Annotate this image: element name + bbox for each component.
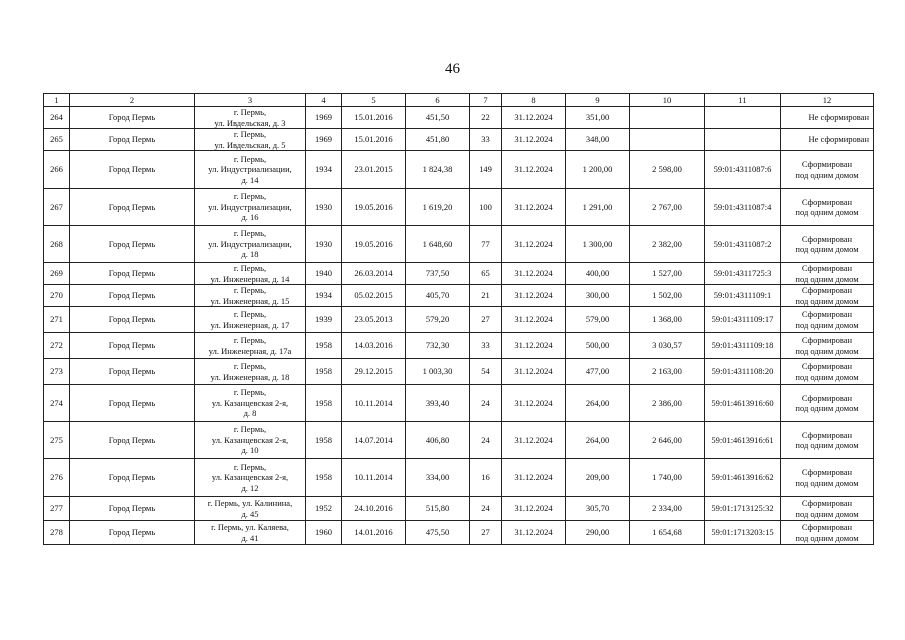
address-line: г. Пермь,	[233, 424, 267, 435]
row-number: 267	[44, 189, 70, 226]
table-row	[44, 189, 874, 226]
area: 451,80	[406, 129, 470, 151]
municipality: Город Пермь	[70, 151, 195, 189]
residents-count: 27	[470, 521, 502, 545]
column-number: 7	[470, 94, 502, 107]
address-line: ул. Ивдельская, д. 5	[214, 139, 286, 150]
planned-area: 305,70	[566, 497, 630, 521]
column-number: 12	[781, 94, 874, 107]
municipality: Город Пермь	[70, 189, 195, 226]
residents-count: 33	[470, 129, 502, 151]
build-year: 1960	[306, 521, 342, 545]
land-status	[781, 422, 874, 459]
planned-area: 290,00	[566, 521, 630, 545]
address-line: г. Пермь,	[233, 335, 267, 345]
land-status-line: Сформирован	[801, 335, 853, 345]
build-year: 1958	[306, 333, 342, 359]
cadastral-number: 59:01:4613916:62	[705, 459, 781, 497]
land-status-line: Не сформирован	[808, 112, 869, 123]
land-status-line: под одним домом	[795, 295, 859, 306]
area: 451,50	[406, 107, 470, 129]
column-number: 2	[70, 94, 195, 107]
land-area: 2 646,00	[630, 422, 705, 459]
land-area: 1 740,00	[630, 459, 705, 497]
land-status	[781, 189, 874, 226]
address-line: ул. Индустриализации,	[208, 164, 292, 175]
address-line: ул. Инженерная, д. 14	[210, 273, 290, 284]
address	[195, 151, 306, 189]
land-area: 1 502,00	[630, 285, 705, 307]
resettlement-deadline: 31.12.2024	[502, 189, 566, 226]
land-status-line: под одним домом	[795, 169, 859, 180]
row-number: 278	[44, 521, 70, 545]
address-line: ул. Индустриализации,	[208, 238, 292, 249]
row-number: 270	[44, 285, 70, 307]
build-year: 1969	[306, 107, 342, 129]
land-status-line: под одним домом	[795, 477, 859, 488]
land-status-line: под одним домом	[795, 207, 859, 217]
land-status-line: под одним домом	[795, 244, 859, 254]
municipality: Город Пермь	[70, 285, 195, 307]
row-number: 271	[44, 307, 70, 333]
address-line: г. Пермь, ул. Калинина,	[207, 498, 293, 508]
area: 1 003,30	[406, 359, 470, 385]
build-year: 1969	[306, 129, 342, 151]
area: 1 824,38	[406, 151, 470, 189]
area: 732,30	[406, 333, 470, 359]
recognition-date: 14.03.2016	[342, 333, 406, 359]
residents-count: 21	[470, 285, 502, 307]
address-line: ул. Казанцевская 2-я,	[211, 397, 289, 408]
build-year: 1952	[306, 497, 342, 521]
area: 475,50	[406, 521, 470, 545]
land-status-line: Сформирован	[801, 522, 853, 532]
address	[195, 189, 306, 226]
planned-area: 1 200,00	[566, 151, 630, 189]
address	[195, 307, 306, 333]
land-status-line: Сформирован	[801, 233, 853, 244]
build-year: 1934	[306, 151, 342, 189]
planned-area: 264,00	[566, 385, 630, 422]
cadastral-number: 59:01:4311109:1	[705, 285, 781, 307]
residents-count: 24	[470, 422, 502, 459]
land-status-line: Сформирован	[801, 467, 853, 477]
row-number: 266	[44, 151, 70, 189]
municipality: Город Пермь	[70, 129, 195, 151]
planned-area: 1 291,00	[566, 189, 630, 226]
land-status-line: под одним домом	[795, 319, 859, 330]
land-status-line: под одним домом	[795, 403, 859, 413]
address	[195, 422, 306, 459]
cadastral-number: 59:01:4311108:20	[705, 359, 781, 385]
area: 405,70	[406, 285, 470, 307]
land-status	[781, 263, 874, 285]
housing-register-table	[43, 93, 874, 545]
cadastral-number: 59:01:4311725:3	[705, 263, 781, 285]
land-status-line: Сформирован	[801, 309, 853, 319]
resettlement-deadline: 31.12.2024	[502, 263, 566, 285]
row-number: 265	[44, 129, 70, 151]
table-row	[44, 385, 874, 422]
build-year: 1958	[306, 385, 342, 422]
land-area: 2 386,00	[630, 385, 705, 422]
planned-area: 300,00	[566, 285, 630, 307]
recognition-date: 19.05.2016	[342, 189, 406, 226]
municipality: Город Пермь	[70, 497, 195, 521]
recognition-date: 15.01.2016	[342, 129, 406, 151]
resettlement-deadline: 31.12.2024	[502, 107, 566, 129]
build-year: 1958	[306, 359, 342, 385]
address-line: г. Пермь,	[233, 285, 267, 295]
area: 737,50	[406, 263, 470, 285]
column-number: 10	[630, 94, 705, 107]
land-area: 2 163,00	[630, 359, 705, 385]
land-status	[781, 285, 874, 307]
municipality: Город Пермь	[70, 385, 195, 422]
table-row	[44, 521, 874, 545]
land-status-line: под одним домом	[795, 273, 859, 284]
row-number: 268	[44, 226, 70, 263]
municipality: Город Пермь	[70, 521, 195, 545]
residents-count: 22	[470, 107, 502, 129]
land-area: 1 527,00	[630, 263, 705, 285]
address	[195, 521, 306, 545]
address-line: г. Пермь,	[233, 153, 267, 164]
table-row	[44, 307, 874, 333]
table-row	[44, 359, 874, 385]
land-status-line: Сформирован	[801, 263, 853, 273]
cadastral-number: 59:01:1713203:15	[705, 521, 781, 545]
residents-count: 24	[470, 497, 502, 521]
address-line: д. 41	[241, 532, 259, 543]
land-status-line: под одним домом	[795, 345, 859, 356]
residents-count: 16	[470, 459, 502, 497]
planned-area: 500,00	[566, 333, 630, 359]
row-number: 277	[44, 497, 70, 521]
row-number: 269	[44, 263, 70, 285]
resettlement-deadline: 31.12.2024	[502, 285, 566, 307]
build-year: 1930	[306, 189, 342, 226]
land-status	[781, 307, 874, 333]
recognition-date: 10.11.2014	[342, 385, 406, 422]
address-line: г. Пермь,	[233, 461, 267, 472]
cadastral-number	[705, 107, 781, 129]
resettlement-deadline: 31.12.2024	[502, 359, 566, 385]
municipality: Город Пермь	[70, 263, 195, 285]
address	[195, 107, 306, 129]
address-line: д. 10	[241, 445, 259, 456]
residents-count: 149	[470, 151, 502, 189]
land-area: 2 767,00	[630, 189, 705, 226]
land-status-line: Не сформирован	[808, 134, 869, 145]
address	[195, 497, 306, 521]
land-status	[781, 129, 874, 151]
address-line: г. Пермь,	[233, 361, 267, 371]
land-area	[630, 129, 705, 151]
cadastral-number: 59:01:1713125:32	[705, 497, 781, 521]
cadastral-number: 59:01:4613916:61	[705, 422, 781, 459]
land-status	[781, 521, 874, 545]
column-number: 8	[502, 94, 566, 107]
build-year: 1958	[306, 459, 342, 497]
address-line: ул. Инженерная, д. 15	[210, 295, 290, 306]
recognition-date: 14.07.2014	[342, 422, 406, 459]
land-status-line: Сформирован	[801, 392, 853, 403]
build-year: 1930	[306, 226, 342, 263]
row-number: 273	[44, 359, 70, 385]
address	[195, 226, 306, 263]
row-number: 275	[44, 422, 70, 459]
land-area: 3 030,57	[630, 333, 705, 359]
address-line: г. Пермь, ул. Каляева,	[211, 522, 289, 532]
address-line: г. Пермь,	[233, 309, 267, 319]
municipality: Город Пермь	[70, 422, 195, 459]
column-number-row	[44, 94, 874, 107]
table-row	[44, 151, 874, 189]
row-number: 276	[44, 459, 70, 497]
address-line: ул. Индустриализации,	[208, 201, 292, 212]
table-row	[44, 263, 874, 285]
resettlement-deadline: 31.12.2024	[502, 497, 566, 521]
area: 1 619,20	[406, 189, 470, 226]
address-line: ул. Инженерная, д. 17	[210, 319, 290, 330]
address	[195, 285, 306, 307]
resettlement-deadline: 31.12.2024	[502, 385, 566, 422]
residents-count: 77	[470, 226, 502, 263]
residents-count: 24	[470, 385, 502, 422]
recognition-date: 23.05.2013	[342, 307, 406, 333]
land-area	[630, 107, 705, 129]
row-number: 264	[44, 107, 70, 129]
address-line: д. 14	[241, 174, 259, 185]
address-line: д. 16	[241, 212, 259, 223]
area: 1 648,60	[406, 226, 470, 263]
land-status	[781, 459, 874, 497]
table-row	[44, 107, 874, 129]
resettlement-deadline: 31.12.2024	[502, 333, 566, 359]
address-line: г. Пермь,	[233, 191, 267, 202]
address	[195, 333, 306, 359]
column-number: 11	[705, 94, 781, 107]
planned-area: 1 300,00	[566, 226, 630, 263]
column-number: 6	[406, 94, 470, 107]
column-number: 9	[566, 94, 630, 107]
area: 393,40	[406, 385, 470, 422]
page-number: 46	[445, 61, 460, 77]
build-year: 1940	[306, 263, 342, 285]
land-status-line: Сформирован	[801, 285, 853, 295]
address	[195, 459, 306, 497]
planned-area: 264,00	[566, 422, 630, 459]
land-status	[781, 333, 874, 359]
land-status-line: Сформирован	[801, 429, 853, 440]
planned-area: 348,00	[566, 129, 630, 151]
resettlement-deadline: 31.12.2024	[502, 521, 566, 545]
address-line: ул. Казанцевская 2-я,	[211, 472, 289, 483]
land-status	[781, 385, 874, 422]
land-status	[781, 107, 874, 129]
land-status	[781, 359, 874, 385]
residents-count: 27	[470, 307, 502, 333]
residents-count: 65	[470, 263, 502, 285]
residents-count: 54	[470, 359, 502, 385]
resettlement-deadline: 31.12.2024	[502, 307, 566, 333]
area: 406,80	[406, 422, 470, 459]
address-line: д. 45	[241, 508, 259, 519]
column-number: 3	[195, 94, 306, 107]
address-line: г. Пермь,	[233, 228, 267, 239]
recognition-date: 10.11.2014	[342, 459, 406, 497]
build-year: 1934	[306, 285, 342, 307]
recognition-date: 29.12.2015	[342, 359, 406, 385]
build-year: 1958	[306, 422, 342, 459]
address-line: г. Пермь,	[233, 263, 267, 273]
land-area: 1 654,68	[630, 521, 705, 545]
address	[195, 129, 306, 151]
planned-area: 400,00	[566, 263, 630, 285]
address-line: ул. Инженерная, д. 17а	[208, 345, 292, 356]
area: 334,00	[406, 459, 470, 497]
planned-area: 351,00	[566, 107, 630, 129]
row-number: 272	[44, 333, 70, 359]
municipality: Город Пермь	[70, 459, 195, 497]
build-year: 1939	[306, 307, 342, 333]
address-line: г. Пермь,	[233, 129, 267, 139]
land-area: 1 368,00	[630, 307, 705, 333]
address-line: г. Пермь,	[233, 107, 267, 117]
address-line: г. Пермь,	[233, 387, 267, 398]
resettlement-deadline: 31.12.2024	[502, 151, 566, 189]
cadastral-number: 59:01:4311087:2	[705, 226, 781, 263]
land-status	[781, 497, 874, 521]
residents-count: 33	[470, 333, 502, 359]
land-status	[781, 151, 874, 189]
table-row	[44, 459, 874, 497]
recognition-date: 26.03.2014	[342, 263, 406, 285]
area: 579,20	[406, 307, 470, 333]
address-line: ул. Ивдельская, д. 3	[214, 117, 286, 128]
resettlement-deadline: 31.12.2024	[502, 129, 566, 151]
area: 515,80	[406, 497, 470, 521]
table-row	[44, 226, 874, 263]
resettlement-deadline: 31.12.2024	[502, 422, 566, 459]
planned-area: 477,00	[566, 359, 630, 385]
recognition-date: 24.10.2016	[342, 497, 406, 521]
column-number: 5	[342, 94, 406, 107]
address	[195, 263, 306, 285]
address-line: д. 12	[241, 482, 259, 493]
recognition-date: 14.01.2016	[342, 521, 406, 545]
address	[195, 359, 306, 385]
address	[195, 385, 306, 422]
land-status-line: Сформирован	[801, 196, 853, 207]
recognition-date: 05.02.2015	[342, 285, 406, 307]
recognition-date: 23.01.2015	[342, 151, 406, 189]
column-number: 4	[306, 94, 342, 107]
land-area: 2 598,00	[630, 151, 705, 189]
planned-area: 209,00	[566, 459, 630, 497]
land-status-line: Сформирован	[801, 159, 853, 169]
resettlement-deadline: 31.12.2024	[502, 459, 566, 497]
cadastral-number: 59:01:4311087:4	[705, 189, 781, 226]
address-line: д. 8	[243, 408, 257, 419]
table-row	[44, 497, 874, 521]
land-area: 2 382,00	[630, 226, 705, 263]
land-status-line: под одним домом	[795, 508, 859, 519]
land-status-line: Сформирован	[801, 361, 853, 371]
table-row	[44, 285, 874, 307]
resettlement-deadline: 31.12.2024	[502, 226, 566, 263]
recognition-date: 15.01.2016	[342, 107, 406, 129]
municipality: Город Пермь	[70, 333, 195, 359]
address-line: ул. Инженерная, д. 18	[210, 371, 290, 382]
recognition-date: 19.05.2016	[342, 226, 406, 263]
land-status-line: Сформирован	[801, 498, 853, 508]
land-status	[781, 226, 874, 263]
land-status-line: под одним домом	[795, 371, 859, 382]
land-area: 2 334,00	[630, 497, 705, 521]
planned-area: 579,00	[566, 307, 630, 333]
address-line: д. 18	[241, 249, 259, 260]
land-status-line: под одним домом	[795, 440, 859, 450]
cadastral-number: 59:01:4311109:17	[705, 307, 781, 333]
table-row	[44, 129, 874, 151]
land-status-line: под одним домом	[795, 532, 859, 543]
municipality: Город Пермь	[70, 307, 195, 333]
municipality: Город Пермь	[70, 359, 195, 385]
table-row	[44, 422, 874, 459]
column-number: 1	[44, 94, 70, 107]
municipality: Город Пермь	[70, 226, 195, 263]
table-row	[44, 333, 874, 359]
address-line: ул. Казанцевская 2-я,	[211, 434, 289, 445]
municipality: Город Пермь	[70, 107, 195, 129]
cadastral-number	[705, 129, 781, 151]
cadastral-number: 59:01:4311109:18	[705, 333, 781, 359]
residents-count: 100	[470, 189, 502, 226]
cadastral-number: 59:01:4311087:6	[705, 151, 781, 189]
row-number: 274	[44, 385, 70, 422]
cadastral-number: 59:01:4613916:60	[705, 385, 781, 422]
